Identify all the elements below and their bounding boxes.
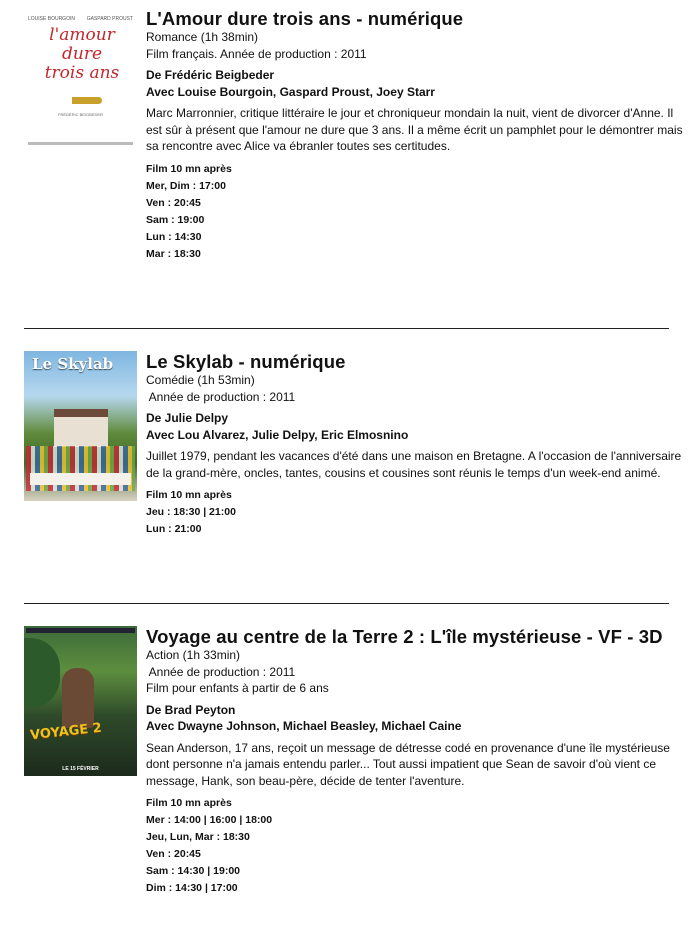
movie-poster[interactable] xyxy=(24,8,137,153)
film-genre: Romance (1h 38min) xyxy=(146,30,259,44)
showtime-line: Jeu, Lun, Mar : 18:30 xyxy=(146,831,250,843)
film-showtimes xyxy=(146,161,686,263)
film-production: Année de production : 2011 xyxy=(146,389,296,404)
house-image xyxy=(54,409,108,447)
showtime-line: Ven : 20:45 xyxy=(146,196,201,209)
poster-release-date: LE 15 FÉVRIER xyxy=(62,766,99,772)
film-director: De Frédéric Beigbeder xyxy=(146,68,275,82)
film-info xyxy=(146,351,686,538)
poster-logo: VOYAGE 2 xyxy=(29,720,103,744)
hero-image xyxy=(62,668,94,728)
showtime-note: Film 10 mn après xyxy=(146,797,232,809)
film-genre: Action (1h 33min) xyxy=(146,648,241,662)
showtime-line: Ven : 20:45 xyxy=(146,848,201,860)
poster-actor-right: GASPARD PROUST xyxy=(86,16,133,22)
showtime-line: Sam : 14:30 | 19:00 xyxy=(146,865,240,877)
film-title[interactable]: Le Skylab - numérique xyxy=(146,351,346,372)
showtime-line: Lun : 21:00 xyxy=(146,523,202,535)
film-title[interactable]: L'Amour dure trois ans - numérique xyxy=(146,8,464,29)
showtime-line: Lun : 14:30 xyxy=(146,230,202,243)
showtime-line: Dim : 14:30 | 17:00 xyxy=(146,882,238,894)
film-cast: Avec Lou Alvarez, Julie Delpy, Eric Elmosnino xyxy=(146,427,409,442)
poster-top-band xyxy=(26,628,135,633)
film-title[interactable]: Voyage au centre de la Terre 2 : L'île mystérieuse - VF - 3D xyxy=(146,626,663,647)
foliage-image xyxy=(24,638,60,708)
separator-line xyxy=(24,603,669,604)
film-genre: Comédie (1h 53min) xyxy=(146,373,255,387)
film-audience: Film pour enfants à partir de 6 ans xyxy=(146,681,329,695)
film-production: Film français. Année de production : 2011 xyxy=(146,46,367,61)
table-image xyxy=(30,473,131,485)
film-director: De Brad Peyton xyxy=(146,702,236,717)
film-director: De Julie Delpy xyxy=(146,411,229,425)
bullet-image xyxy=(72,97,102,104)
film-cast: Avec Louise Bourgoin, Gaspard Proust, Joey Starr xyxy=(146,84,435,99)
showtime-line: Jeu : 18:30 | 21:00 xyxy=(146,506,236,518)
poster-logo: Le Skylab xyxy=(32,355,114,373)
poster-credit: FRÉDÉRIC BEIGBEDER xyxy=(58,112,103,117)
film-info xyxy=(146,626,686,897)
showtime-line: Sam : 19:00 xyxy=(146,213,205,226)
film-showtimes xyxy=(146,487,686,538)
poster-script-title: l'amour dure trois ans xyxy=(44,25,120,83)
showtime-line: Mer : 14:00 | 16:00 | 18:00 xyxy=(146,814,273,826)
film-production: Année de production : 2011 xyxy=(146,664,296,679)
poster-actor-left: LOUISE BOURGOIN xyxy=(28,16,75,22)
separator-line xyxy=(24,328,669,329)
showtime-line: Mer, Dim : 17:00 xyxy=(146,179,226,192)
showtime-line: Mar : 18:30 xyxy=(146,247,201,260)
film-synopsis: Marc Marronnier, critique littéraire le jour et chroniqueur mondain la nuit, vient de divorcer d'Anne. Il est sûr à présent que l'amour ne dure que 3 ans. Il a même écrit un pamphlet pour le démontrer mais sa rencontre avec Alice va ébranler toutes ses certitudes. xyxy=(146,106,683,153)
poster-credits-strip xyxy=(28,142,133,145)
showtime-note: Film 10 mn après xyxy=(146,162,232,175)
film-cast: Avec Dwayne Johnson, Michael Beasley, Michael Caine xyxy=(146,719,462,733)
film-showtimes xyxy=(146,795,686,897)
movie-poster[interactable] xyxy=(24,626,137,776)
showtime-note: Film 10 mn après xyxy=(146,489,232,501)
movie-poster[interactable] xyxy=(24,351,137,501)
film-synopsis: Sean Anderson, 17 ans, reçoit un message de détresse codé en provenance d'une île mystérieuse dont personne n'a jamais entendu parler... Tout aussi impatient que Sean de savoir d'où vient ce message, Hank, son beau-père, décide de tenter l'aventure. xyxy=(146,740,670,788)
film-info xyxy=(146,8,686,263)
film-synopsis: Juillet 1979, pendant les vacances d'été dans une maison en Bretagne. A l'occasion de l'anniversaire de la grand-mère, oncles, tantes, cousins et cousines sont réunis le temps d'un week-end animé. xyxy=(146,449,682,480)
